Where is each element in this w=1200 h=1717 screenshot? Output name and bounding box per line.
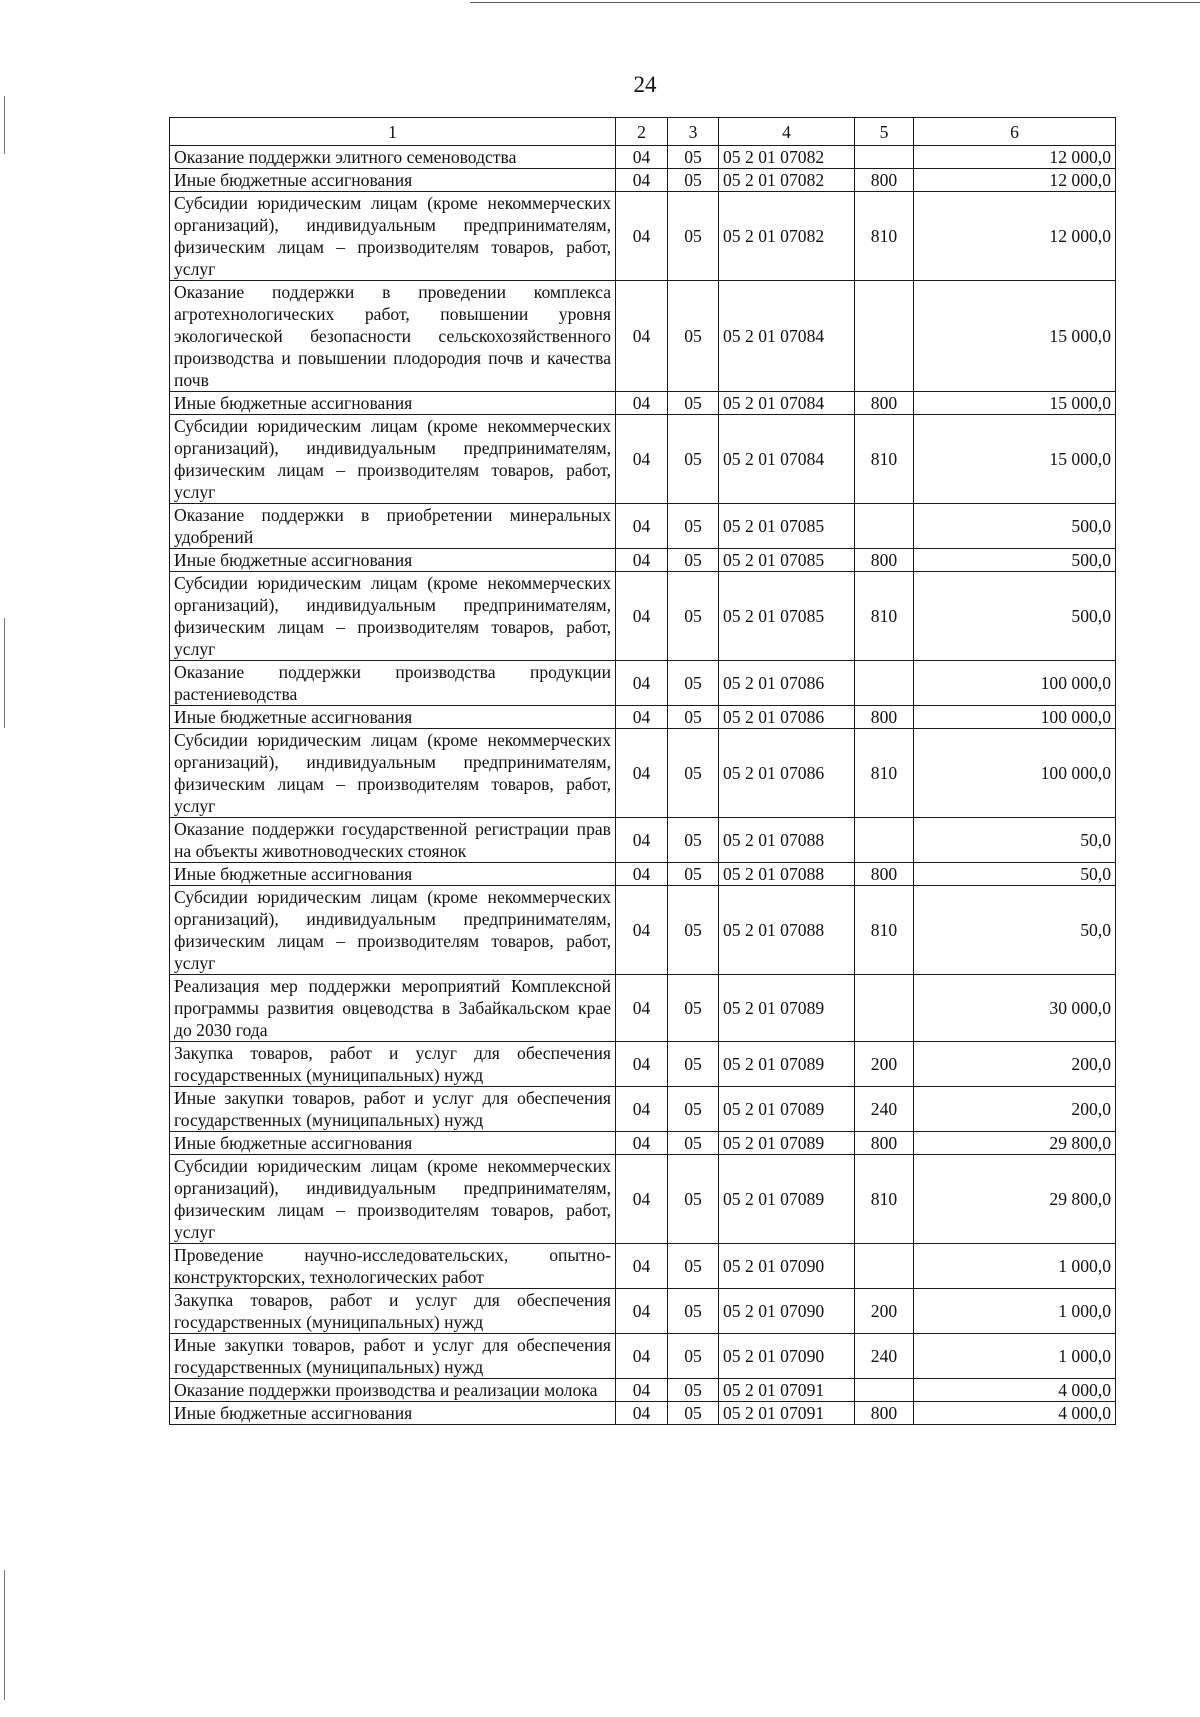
row-amount: 100 000,0: [914, 729, 1116, 818]
row-section: 04: [616, 192, 668, 281]
row-target-code: 05 2 01 07089: [719, 1132, 855, 1155]
row-section: 04: [616, 169, 668, 192]
row-section: 04: [616, 146, 668, 169]
row-subsection: 05: [668, 1402, 719, 1425]
row-amount: 1 000,0: [914, 1244, 1116, 1289]
row-section: 04: [616, 886, 668, 975]
row-target-code: 05 2 01 07082: [719, 169, 855, 192]
row-amount: 30 000,0: [914, 975, 1116, 1042]
table-row: [170, 1244, 1116, 1289]
row-target-code: 05 2 01 07082: [719, 192, 855, 281]
row-description: Оказание поддержки производства и реализации молока: [170, 1379, 616, 1402]
row-description: Иные закупки товаров, работ и услуг для обеспечения государственных (муниципальных) нужд: [170, 1334, 616, 1379]
table-row: [170, 729, 1116, 818]
row-description: Закупка товаров, работ и услуг для обеспечения государственных (муниципальных) нужд: [170, 1042, 616, 1087]
row-subsection: 05: [668, 1042, 719, 1087]
row-expense-type: [855, 818, 914, 863]
row-subsection: 05: [668, 169, 719, 192]
row-section: 04: [616, 1087, 668, 1132]
row-target-code: 05 2 01 07086: [719, 661, 855, 706]
row-expense-type: 810: [855, 729, 914, 818]
row-amount: 29 800,0: [914, 1155, 1116, 1244]
row-expense-type: 810: [855, 192, 914, 281]
row-section: 04: [616, 1289, 668, 1334]
row-target-code: 05 2 01 07084: [719, 415, 855, 504]
row-amount: 4 000,0: [914, 1402, 1116, 1425]
row-subsection: 05: [668, 1289, 719, 1334]
row-description: Оказание поддержки в проведении комплекса агротехнологических работ, повышении уровня экологической безопасности сельскохозяйственного производства и повышении плодородия почв и качества почв: [170, 281, 616, 392]
row-expense-type: 810: [855, 886, 914, 975]
row-subsection: 05: [668, 1155, 719, 1244]
row-amount: 50,0: [914, 818, 1116, 863]
row-description: Реализация мер поддержки мероприятий Комплексной программы развития овцеводства в Забайкальском крае до 2030 года: [170, 975, 616, 1042]
row-amount: 15 000,0: [914, 415, 1116, 504]
row-subsection: 05: [668, 863, 719, 886]
row-amount: 29 800,0: [914, 1132, 1116, 1155]
scan-left-edge-mark: [4, 618, 5, 728]
table-row: [170, 392, 1116, 415]
row-amount: 50,0: [914, 886, 1116, 975]
row-description: Иные бюджетные ассигнования: [170, 392, 616, 415]
row-description: Субсидии юридическим лицам (кроме некоммерческих организаций), индивидуальным предпринимателям, физическим лицам – производителям товаров, работ, услуг: [170, 1155, 616, 1244]
row-description: Иные бюджетные ассигнования: [170, 169, 616, 192]
scan-left-edge-mark: [4, 96, 5, 154]
row-description: Субсидии юридическим лицам (кроме некоммерческих организаций), индивидуальным предпринимателям, физическим лицам – производителям товаров, работ, услуг: [170, 729, 616, 818]
table-row: [170, 1132, 1116, 1155]
row-description: Иные бюджетные ассигнования: [170, 1402, 616, 1425]
table-body: [170, 146, 1116, 1425]
row-description: Проведение научно-исследовательских, опытно-конструкторских, технологических работ: [170, 1244, 616, 1289]
row-target-code: 05 2 01 07088: [719, 818, 855, 863]
row-target-code: 05 2 01 07084: [719, 281, 855, 392]
row-target-code: 05 2 01 07088: [719, 863, 855, 886]
row-target-code: 05 2 01 07086: [719, 729, 855, 818]
row-subsection: 05: [668, 818, 719, 863]
table-row: [170, 818, 1116, 863]
row-description: Иные бюджетные ассигнования: [170, 549, 616, 572]
row-subsection: 05: [668, 504, 719, 549]
row-amount: 500,0: [914, 504, 1116, 549]
row-section: 04: [616, 1132, 668, 1155]
row-amount: 4 000,0: [914, 1379, 1116, 1402]
row-expense-type: 800: [855, 706, 914, 729]
column-header: 6: [914, 118, 1116, 146]
row-amount: 200,0: [914, 1087, 1116, 1132]
table-row: [170, 192, 1116, 281]
table-row: [170, 549, 1116, 572]
row-expense-type: 240: [855, 1087, 914, 1132]
table-row: [170, 706, 1116, 729]
row-amount: 100 000,0: [914, 661, 1116, 706]
row-subsection: 05: [668, 281, 719, 392]
table-row: [170, 1087, 1116, 1132]
row-target-code: 05 2 01 07089: [719, 1087, 855, 1132]
row-subsection: 05: [668, 975, 719, 1042]
row-section: 04: [616, 661, 668, 706]
row-description: Субсидии юридическим лицам (кроме некоммерческих организаций), индивидуальным предпринимателям, физическим лицам – производителям товаров, работ, услуг: [170, 886, 616, 975]
row-section: 04: [616, 504, 668, 549]
row-amount: 12 000,0: [914, 169, 1116, 192]
row-target-code: 05 2 01 07082: [719, 146, 855, 169]
table-row: [170, 661, 1116, 706]
row-section: 04: [616, 415, 668, 504]
row-expense-type: 810: [855, 1155, 914, 1244]
table-row: [170, 169, 1116, 192]
row-section: 04: [616, 1244, 668, 1289]
row-expense-type: [855, 504, 914, 549]
row-target-code: 05 2 01 07085: [719, 549, 855, 572]
column-header: 4: [719, 118, 855, 146]
row-subsection: 05: [668, 729, 719, 818]
row-description: Оказание поддержки элитного семеноводства: [170, 146, 616, 169]
row-description: Закупка товаров, работ и услуг для обеспечения государственных (муниципальных) нужд: [170, 1289, 616, 1334]
scan-left-edge-mark: [4, 1570, 5, 1700]
row-description: Иные бюджетные ассигнования: [170, 706, 616, 729]
row-subsection: 05: [668, 1334, 719, 1379]
column-header: 5: [855, 118, 914, 146]
row-amount: 500,0: [914, 572, 1116, 661]
row-section: 04: [616, 281, 668, 392]
row-description: Оказание поддержки государственной регистрации прав на объекты животноводческих стоянок: [170, 818, 616, 863]
row-description: Оказание поддержки в приобретении минеральных удобрений: [170, 504, 616, 549]
table-row: [170, 863, 1116, 886]
row-section: 04: [616, 1334, 668, 1379]
table-row: [170, 415, 1116, 504]
row-subsection: 05: [668, 415, 719, 504]
table-row: [170, 886, 1116, 975]
table-header-row: [170, 118, 1116, 146]
row-subsection: 05: [668, 146, 719, 169]
row-expense-type: 800: [855, 549, 914, 572]
row-expense-type: 800: [855, 169, 914, 192]
row-expense-type: 800: [855, 1132, 914, 1155]
row-expense-type: 200: [855, 1289, 914, 1334]
table-row: [170, 1042, 1116, 1087]
table-row: [170, 1334, 1116, 1379]
row-amount: 12 000,0: [914, 146, 1116, 169]
row-target-code: 05 2 01 07085: [719, 504, 855, 549]
row-amount: 50,0: [914, 863, 1116, 886]
column-header: 3: [668, 118, 719, 146]
column-header: 1: [170, 118, 616, 146]
row-subsection: 05: [668, 192, 719, 281]
row-description: Субсидии юридическим лицам (кроме некоммерческих организаций), индивидуальным предпринимателям, физическим лицам – производителям товаров, работ, услуг: [170, 572, 616, 661]
row-expense-type: [855, 975, 914, 1042]
row-section: 04: [616, 706, 668, 729]
row-expense-type: 800: [855, 863, 914, 886]
table-row: [170, 572, 1116, 661]
row-amount: 15 000,0: [914, 281, 1116, 392]
row-subsection: 05: [668, 1132, 719, 1155]
row-amount: 100 000,0: [914, 706, 1116, 729]
row-description: Субсидии юридическим лицам (кроме некоммерческих организаций), индивидуальным предпринимателям, физическим лицам – производителям товаров, работ, услуг: [170, 415, 616, 504]
row-section: 04: [616, 818, 668, 863]
row-subsection: 05: [668, 706, 719, 729]
row-section: 04: [616, 1155, 668, 1244]
row-subsection: 05: [668, 886, 719, 975]
table-row: [170, 1402, 1116, 1425]
row-section: 04: [616, 863, 668, 886]
row-expense-type: [855, 1244, 914, 1289]
row-section: 04: [616, 729, 668, 818]
row-expense-type: [855, 281, 914, 392]
row-target-code: 05 2 01 07091: [719, 1402, 855, 1425]
row-amount: 500,0: [914, 549, 1116, 572]
row-section: 04: [616, 1402, 668, 1425]
row-amount: 200,0: [914, 1042, 1116, 1087]
table-row: [170, 1379, 1116, 1402]
row-target-code: 05 2 01 07090: [719, 1334, 855, 1379]
row-target-code: 05 2 01 07091: [719, 1379, 855, 1402]
table-row: [170, 1155, 1116, 1244]
row-expense-type: 810: [855, 415, 914, 504]
row-amount: 1 000,0: [914, 1334, 1116, 1379]
row-amount: 1 000,0: [914, 1289, 1116, 1334]
row-expense-type: 800: [855, 1402, 914, 1425]
row-subsection: 05: [668, 661, 719, 706]
row-target-code: 05 2 01 07084: [719, 392, 855, 415]
row-amount: 15 000,0: [914, 392, 1116, 415]
page-number: 24: [633, 72, 657, 97]
row-subsection: 05: [668, 1379, 719, 1402]
row-target-code: 05 2 01 07088: [719, 886, 855, 975]
row-section: 04: [616, 1042, 668, 1087]
row-subsection: 05: [668, 549, 719, 572]
row-target-code: 05 2 01 07090: [719, 1289, 855, 1334]
row-expense-type: [855, 146, 914, 169]
row-subsection: 05: [668, 1244, 719, 1289]
row-description: Иные бюджетные ассигнования: [170, 863, 616, 886]
column-header: 2: [616, 118, 668, 146]
row-expense-type: 810: [855, 572, 914, 661]
row-section: 04: [616, 975, 668, 1042]
row-section: 04: [616, 1379, 668, 1402]
row-target-code: 05 2 01 07089: [719, 1155, 855, 1244]
row-subsection: 05: [668, 1087, 719, 1132]
row-section: 04: [616, 392, 668, 415]
row-target-code: 05 2 01 07086: [719, 706, 855, 729]
row-description: Иные бюджетные ассигнования: [170, 1132, 616, 1155]
row-target-code: 05 2 01 07090: [719, 1244, 855, 1289]
row-expense-type: 240: [855, 1334, 914, 1379]
table-row: [170, 146, 1116, 169]
row-description: Субсидии юридическим лицам (кроме некоммерческих организаций), индивидуальным предпринимателям, физическим лицам – производителям товаров, работ, услуг: [170, 192, 616, 281]
budget-table: [169, 117, 1116, 1425]
row-expense-type: [855, 1379, 914, 1402]
row-subsection: 05: [668, 572, 719, 661]
table-row: [170, 1289, 1116, 1334]
row-expense-type: 200: [855, 1042, 914, 1087]
row-target-code: 05 2 01 07085: [719, 572, 855, 661]
table-row: [170, 975, 1116, 1042]
scan-top-rule: [470, 2, 1200, 3]
row-amount: 12 000,0: [914, 192, 1116, 281]
row-description: Иные закупки товаров, работ и услуг для обеспечения государственных (муниципальных) нужд: [170, 1087, 616, 1132]
row-section: 04: [616, 572, 668, 661]
row-section: 04: [616, 549, 668, 572]
table-row: [170, 281, 1116, 392]
row-expense-type: [855, 661, 914, 706]
table-row: [170, 504, 1116, 549]
row-target-code: 05 2 01 07089: [719, 1042, 855, 1087]
row-description: Оказание поддержки производства продукции растениеводства: [170, 661, 616, 706]
row-subsection: 05: [668, 392, 719, 415]
row-target-code: 05 2 01 07089: [719, 975, 855, 1042]
row-expense-type: 800: [855, 392, 914, 415]
